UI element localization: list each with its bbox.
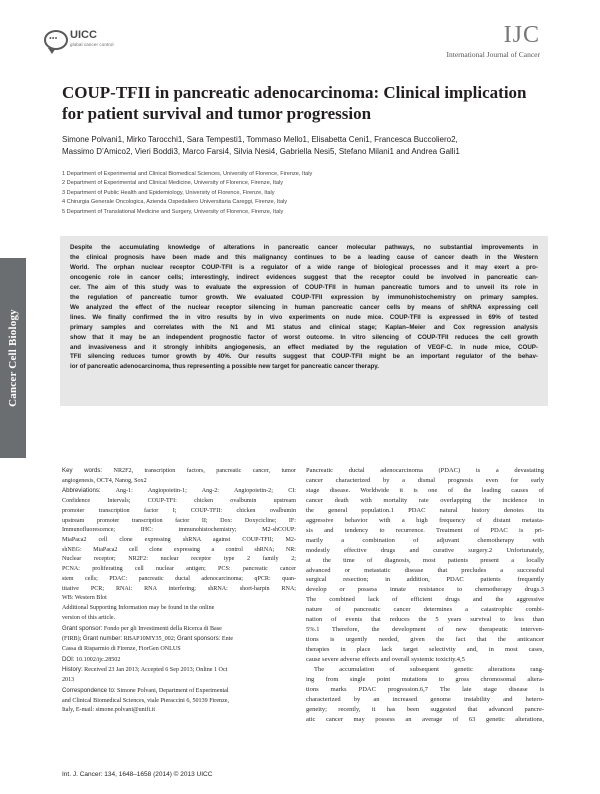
abstract-line: ior of pancreatic adenocarcinoma, thus representing a possible new target for pancreatic cancer therapy.	[70, 363, 380, 371]
history-line: History: Received 23 Jan 2013; Accepted 6 Sep 2013; Online 1 Oct	[62, 666, 228, 674]
author-list	[62, 134, 552, 158]
logo-name: UICC	[70, 29, 97, 41]
body-text-line: tions marks PDAC progression.6,7 The late stage disease is	[306, 685, 544, 693]
body-text-line: Pancreatic ductal adenocarcinoma (PDAC) is a devastating	[306, 467, 544, 474]
grant-number-label: Grant number:	[82, 635, 123, 643]
correspondence-line: Correspondence to: Simone Polvani, Department of Experimental	[62, 686, 229, 694]
abbreviations-label: Abbreviations:	[62, 487, 101, 495]
supporting-info-line: Additional Supporting Information may be found in the online	[62, 605, 215, 612]
body-text-line: nation of events that reduces the 5 years survival to less than	[306, 616, 544, 624]
abstract-line: the clinical prognosis have been made and this malignancy continues to be a leading cause of cancer death in the Western	[70, 253, 538, 261]
body-text-line: cancer death with mortality rate overlapping the incidence in	[306, 496, 544, 504]
abstract-line: oncogenic role in cancer cells; interestingly, indirect evidences suggest that the receptor could be involved in pancreatic can-	[70, 273, 538, 281]
doi-label: DOI:	[62, 655, 75, 663]
body-text-line: marily a combination of adjuvant chemotherapy with	[306, 536, 544, 544]
supporting-info-line: version of this article.	[62, 614, 116, 621]
section-side-tab	[0, 258, 26, 458]
abbreviations-line: stem cells; PDAC: pancreatic ductal adenocarcinoma; qPCR: quan-	[62, 575, 296, 582]
body-text-line: sis and tendency to recurrence. Treatment of PDAC is pri-	[306, 526, 544, 534]
author-line: Simone Polvani1, Mirko Tarocchi1, Sara Tempesti1, Tommaso Mello1, Elisabetta Ceni1, Francesca Buccoliero2,	[62, 135, 458, 144]
abbreviations-line: Immunofluorescence; IHC: immunohistochemistry; M2-shCOUP:	[62, 527, 296, 534]
body-text-line: The combined lack of efficient drugs and the aggressive	[306, 596, 544, 604]
body-text-line: aggressive behavior with a high frequency of distant metasta-	[306, 516, 544, 524]
keywords-line: Key words: NR2F2, transcription factors, pancreatic cancer, tumor	[62, 467, 296, 474]
affiliation: 4 Chirurgia Generale Oncologica, Azienda Ospedaliero Universitaria Careggi, Firenze, Italy	[62, 199, 288, 206]
history-line: 2013	[62, 677, 75, 684]
body-text-line: tions is urgently needed, given the fact that the anticancer	[306, 636, 544, 644]
grant-sponsors-label: Grant sponsors:	[176, 635, 221, 643]
author-line: Massimo D’Amico2, Vieri Boddi3, Marco Farsi4, Silvia Nesi4, Gabriella Nesi5, Stefano Milani1 and Andrea Galli1	[62, 147, 460, 156]
doi-line: DOI: 10.1002/ijc.28502	[62, 655, 121, 663]
body-text-line: nature of pancreatic cancer determines a catastrophic combi-	[306, 606, 544, 614]
body-text-line: atic cancer may possess an average of 63 genetic alterations,	[306, 715, 544, 723]
abstract-line: and invasiveness and it strongly inhibits angiogenesis, an effect mediated by the regulation of VEGF-C. In nude mice, COUP-	[70, 343, 538, 351]
uicc-logo	[42, 27, 114, 53]
abstract-line: We analyzed the effect of the nuclear receptor silencing in human pancreatic cancer cells by means of shRNA expressing cell	[70, 303, 538, 311]
abbreviations-line: WB: Western Blot	[62, 595, 107, 602]
abbreviations-line: Abbreviations: Ang-1: Angiopoietin-1; Ang-2: Angiopoietin-2; CI:	[62, 487, 296, 495]
body-text-line: therapies in place lack target selectivity and, in most cases,	[306, 646, 544, 654]
body-text-line: stage disease. Worldwide it is one of the leading causes of	[306, 486, 544, 494]
abstract-text	[70, 243, 538, 372]
body-text-line: surgical resection; in addition, PDAC patients frequently	[306, 576, 544, 584]
affiliation-list	[62, 170, 542, 217]
abbreviations-line: Nuclear receptor; NR2F2: nuclear receptor type 2 family 2;	[62, 556, 296, 563]
section-label: Cancer Cell Biology	[7, 309, 19, 407]
body-text-line: ing from single point mutations to gross chromosomal altera-	[306, 676, 544, 684]
citation-footer: Int. J. Cancer: 134, 1648–1658 (2014) © 2013 UICC	[62, 771, 213, 778]
body-text-line: 5%.1 Therefore, the development of new therapeutic interven-	[306, 626, 544, 634]
affiliation: 5 Department of Translational Medicine and Surgery, University of Florence, Firenze, Italy	[62, 208, 284, 215]
abstract-box	[60, 236, 548, 406]
affiliation: 1 Department of Experimental and Clinical Biomedical Sciences, University of Florence, Firenze, Italy	[62, 171, 313, 177]
speech-bubble-icon: •••	[44, 30, 68, 50]
grant-line: Cassa di Risparmio di Firenze, FiorGen ONLUS	[62, 645, 181, 652]
abstract-line: show that it may be an independent prognostic factor of worst outcome. In vitro silencing of COUP-TFII reduces the cell growth	[70, 333, 538, 341]
affiliation: 3 Department of Public Health and Epidemiology, University of Florence, Firenze, Italy	[62, 189, 275, 196]
body-text-line: characterized by an increased genome instability and hetero-	[306, 695, 544, 703]
abbreviations-line: PCNA: proliferating cell nuclear antigen; PCS: pancreatic cancer	[62, 566, 296, 573]
abstract-line: cer. The aim of this study was to evaluate the expression of COUP-TFII in human pancreatic tumors and to unveil its role in	[70, 283, 538, 291]
grant-line: (FIRB); Grant number: RBAP10MY35_002; Grant sponsors: Ente	[62, 635, 234, 643]
abstract-line: lines. We finally confirmed the in vitro results by in vivo experiments on nude mice. COUP-TFII is expressed in 69% of tested	[70, 313, 538, 321]
journal-abbreviation: IJC	[503, 22, 540, 48]
body-text-line: modestly effective drugs and curative surgery.2 Unfortunately,	[306, 546, 544, 554]
body-text-column	[306, 466, 544, 725]
abbreviations-line: MiaPaca2 cell clone expressing shRNA against COUP-TFII; M2-	[62, 537, 296, 544]
body-text-line: advanced or metastatic disease that precludes a successful	[306, 566, 544, 574]
body-text-line: The accumulation of subsequent genetic alterations rang-	[314, 666, 544, 674]
abbreviations-line: Confidence Intervals; COUP-TFI: chicken ovalbumin upstream	[62, 498, 296, 505]
body-text-line: the general population.1 PDAC natural history denotes its	[306, 506, 544, 514]
article-title: COUP-TFII in pancreatic adenocarcinoma: Clinical implication for patient survival and tumor progression	[62, 83, 527, 123]
journal-name: International Journal of Cancer	[446, 50, 540, 59]
abstract-line: primary samples and correlates with the N1 and M1 status and clinical stage; Kaplan–Meier and Cox regression analysis	[70, 323, 538, 331]
correspondence-line: and Clinical Biomedical Sciences, viale Pieraccini 6, 50139 Firenze,	[62, 697, 230, 704]
body-text-line: cancer characterized by a dismal prognosis even for early	[306, 476, 544, 484]
abstract-line: the regulation of pancreatic tumor growth. We evaluated COUP-TFII expression by immunohistochemistry on primary samples.	[70, 293, 538, 301]
abstract-line: Despite the accumulating knowledge of alterations in pancreatic cancer molecular pathways, no substantial improvements in	[70, 244, 538, 251]
body-text-line: geneity; recently, it has been suggested that advanced pancre-	[306, 705, 544, 713]
correspondence-label: Correspondence to:	[62, 686, 116, 694]
abstract-line: World. The orphan nuclear receptor COUP-TFII is a regulator of a wide range of biological processes and it may exert a pro-	[70, 263, 538, 271]
logo-tagline: global cancer control	[70, 42, 114, 47]
body-text-line: develop or possess innate resistance to chemotherapy drugs.3	[306, 586, 544, 594]
affiliation: 2 Department of Experimental and Clinical Medicine, University of Florence, Firenze, Italy	[62, 180, 284, 187]
grant-line: Grant sponsor: Fondo per gli Investimenti della Ricerca di Base	[62, 624, 222, 632]
body-text-line: cause severe adverse effects and overall systemic toxicity.4,5	[306, 656, 465, 664]
keywords-label: Key words:	[62, 467, 103, 474]
keywords-line: angiogenesis, OCT4, Nanog, Sox2	[62, 477, 147, 484]
abstract-line: TFII silencing reduces tumor growth by 40%. Our results suggest that COUP-TFII might be an important regulator of the behav-	[70, 353, 538, 361]
abbreviations-line: titative PCR; RNAi: RNA interfering; shRNA: short-harpin RNA;	[62, 585, 296, 592]
body-text-line: at the time of diagnosis, most patients present a locally	[306, 556, 544, 564]
grant-sponsor-label: Grant sponsor:	[62, 624, 103, 632]
history-label: History:	[62, 666, 83, 674]
abbreviations-line: shNEG: MiaPaca2 cell clone expressing a control shRNA; NR:	[62, 546, 296, 553]
abbreviations-line: promoter transcription factor I; COUP-TFII: chicken ovalbumin	[62, 507, 296, 514]
correspondence-email-line[interactable]: Italy, E-mail: simone.polvani@unifi.it	[62, 707, 156, 714]
article-metadata-column	[62, 466, 296, 716]
abbreviations-line: upstream promoter transcription factor II; Dox: Doxycicline; IF:	[62, 517, 296, 524]
